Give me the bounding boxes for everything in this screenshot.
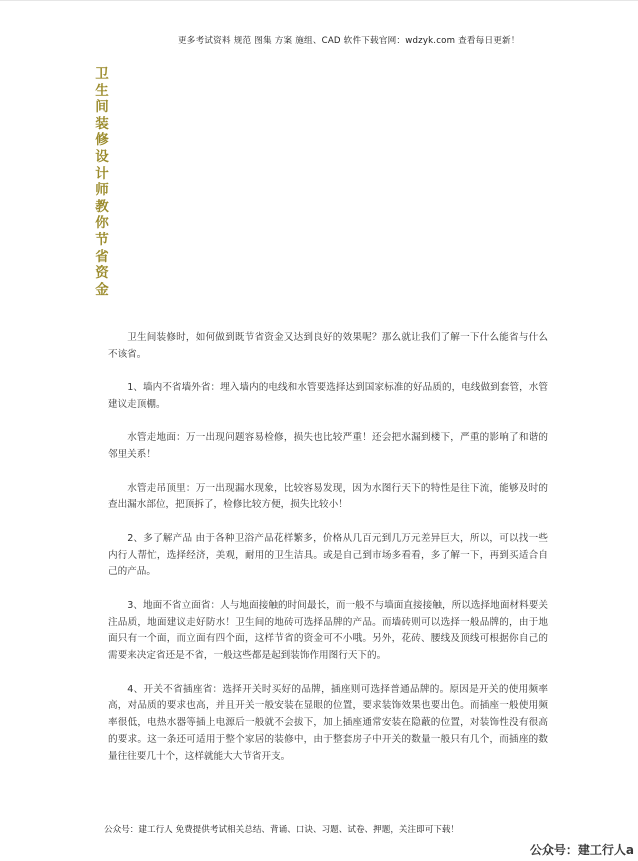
paragraph-ceiling-pipes: 水管走吊顶里：万一出现漏水现象，比较容易发现，因为水图行天下的特性是往下流，能够及时的查出漏水部位，把顶拆了，检修比较方便，损失比较小！ (108, 482, 548, 511)
watermark: 公众号：建工行人a (529, 843, 634, 857)
paragraph-floor-tiles: 3、地面不省立面省：人与地面接触的时间最长，而一般不与墙面直接接触，所以选择地面材料要关注品质，地面建议走好防水！卫生间的地砖可选择品牌的产品。而墙砖则可以选择一般品牌的，由于地面只有一个面，而立面有四个面，这样节省的资金可不小哦。另外，花砖、腰线及顶线可根据你自己的需要来决定省还是不省，一般这些都是起到装饰作用图行天下的。 (108, 599, 548, 662)
article-body (108, 330, 548, 766)
paragraph-floor-pipes: 水管走地面：万一出现问题容易检修，损失也比较严重！还会把水漏到楼下，严重的影响了和谐的邻里关系！ (108, 432, 548, 461)
page-title: 卫生间装修设计师教你节省资金 (95, 66, 109, 298)
paragraph-wall-wiring: 1、墙内不省墙外省：埋入墙内的电线和水管要选择达到国家标准的好品质的，电线做到套管，水管建议走顶棚。 (108, 382, 548, 410)
intro-paragraph: 卫生间装修时，如何做到既节省资金又达到良好的效果呢？那么就让我们了解一下什么能省与什么不该省。 (108, 332, 548, 360)
footer-note: 公众号：建工行人 免费提供考试相关总结、背诵、口诀、习题、试卷、押题，关注即可下载！ (104, 825, 460, 835)
top-divider (0, 0, 638, 1)
header-download-note: 更多考试资料 规范 图集 方案 施组、CAD 软件下载官网：wdzyk.com 查看每日更新！ (178, 36, 520, 46)
paragraph-products: 2、多了解产品 由于各种卫浴产品花样繁多，价格从几百元到几万元差异巨大，所以，可以找一些内行人帮忙，选择经济，美观，耐用的卫生洁具。或是自己到市场多看看，多了解一下，再到买适合自己的产品。 (108, 532, 548, 578)
paragraph-switches-sockets: 4、开关不省插座省：选择开关时买好的品牌，插座则可选择普通品牌的。原因是开关的使用频率高，对品质的要求也高，并且开关一般安装在显眼的位置，要求装饰效果也要出色。而插座一般使用频率很低，电热水器等插上电源后一般就不会拔下，加上插座通常安装在隐蔽的位置，对装饰性没有很高的要求。这一条还可适用于整个家居的装修中，由于整套房子中开关的数量一般只有几个，而插座的数量往往要几十个，这样就能大大节省开支。 (108, 683, 548, 762)
